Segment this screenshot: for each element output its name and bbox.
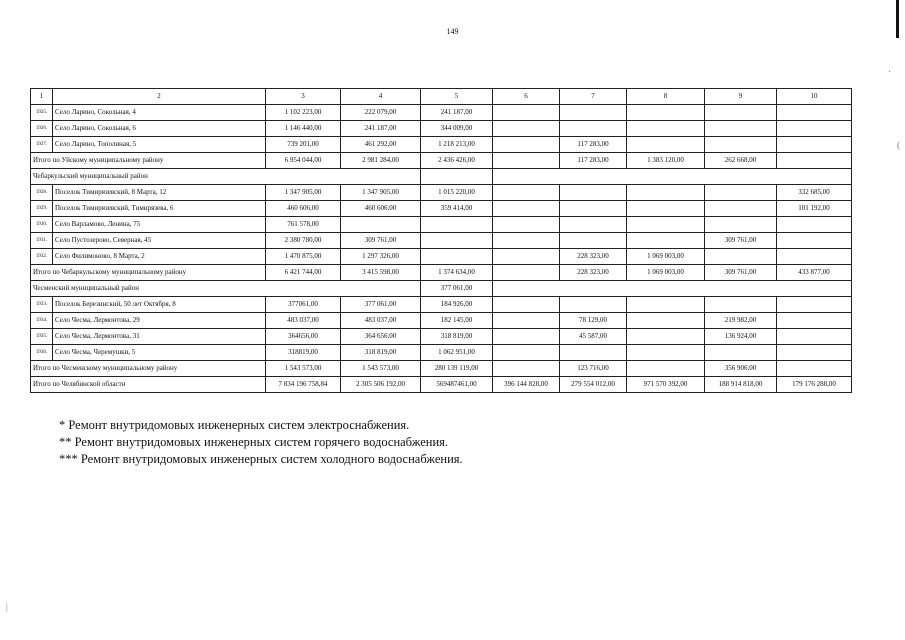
total-row	[31, 265, 852, 281]
table-row	[31, 233, 852, 249]
value-cell	[493, 345, 560, 361]
address-cell: Поселок Тимирязевский, Тимирязева, 6	[53, 201, 266, 217]
scan-edge-mark	[896, 0, 899, 38]
value-cell: 179 176 288,00	[777, 377, 852, 393]
address-cell: Село Ларино, Сокольная, 6	[53, 121, 266, 137]
value-cell	[341, 217, 421, 233]
row-number: 1926.	[31, 121, 53, 137]
value-cell	[560, 217, 627, 233]
table-row	[31, 249, 852, 265]
value-cell: 569487461,00	[421, 377, 493, 393]
section-title: Чесменский муниципальный район	[31, 281, 421, 297]
value-cell: 356 906,00	[705, 361, 777, 377]
row-number: 1928.	[31, 185, 53, 201]
value-cell	[493, 329, 560, 345]
footnote: ** Ремонт внутридомовых инженерных систем горячего водоснабжения.	[59, 435, 449, 449]
table-row	[31, 329, 852, 345]
value-cell: 3 415 598,00	[341, 265, 421, 281]
table-row	[31, 185, 852, 201]
value-cell: 1 383 120,00	[627, 153, 705, 169]
value-cell	[560, 201, 627, 217]
value-cell: 2 436 426,00	[421, 153, 493, 169]
value-cell: 136 924,00	[705, 329, 777, 345]
column-header: 7	[560, 89, 627, 105]
value-cell	[777, 249, 852, 265]
value-cell	[777, 361, 852, 377]
value-cell: 262 668,00	[705, 153, 777, 169]
row-number: 1931.	[31, 233, 53, 249]
table-row	[31, 137, 852, 153]
value-cell: 228 323,00	[560, 249, 627, 265]
value-cell	[560, 105, 627, 121]
table-row	[31, 105, 852, 121]
address-cell: Село Чесма, Черемушки, 5	[53, 345, 266, 361]
value-cell	[627, 185, 705, 201]
value-cell	[627, 329, 705, 345]
value-cell: 222 079,00	[341, 105, 421, 121]
row-number: 1932.	[31, 249, 53, 265]
value-cell	[777, 329, 852, 345]
value-cell: 318819,00	[266, 345, 341, 361]
column-header: 3	[266, 89, 341, 105]
value-cell	[705, 105, 777, 121]
value-cell: 377061,00	[266, 297, 341, 313]
column-header: 5	[421, 89, 493, 105]
value-cell	[627, 313, 705, 329]
value-cell	[493, 121, 560, 137]
value-cell: 123 716,00	[560, 361, 627, 377]
value-cell: 2 981 284,00	[341, 153, 421, 169]
value-cell	[493, 233, 560, 249]
value-cell: 460 606,00	[341, 201, 421, 217]
value-cell: 1 543 573,00	[266, 361, 341, 377]
total-row	[31, 361, 852, 377]
table-row	[31, 201, 852, 217]
value-cell	[493, 297, 560, 313]
column-header: 6	[493, 89, 560, 105]
value-cell	[627, 345, 705, 361]
value-cell: 461 292,00	[341, 137, 421, 153]
value-cell	[421, 217, 493, 233]
total-label: Итого по Чесменскому муниципальному району	[31, 361, 266, 377]
column-header: 1	[31, 89, 53, 105]
value-cell: 6 421 744,00	[266, 265, 341, 281]
value-cell: 364 656,00	[341, 329, 421, 345]
row-number: 1933.	[31, 297, 53, 313]
address-cell: Поселок Березинский, 50 лет Октября, 8	[53, 297, 266, 313]
empty-cell	[493, 281, 852, 297]
section-title: Чебаркульский муниципальный район	[31, 169, 421, 185]
value-cell: 344 009,00	[421, 121, 493, 137]
value-cell: 241 187,00	[341, 121, 421, 137]
section-row	[31, 281, 852, 297]
empty-cell	[493, 169, 852, 185]
row-number: 1935.	[31, 329, 53, 345]
value-cell: 7 834 196 758,84	[266, 377, 341, 393]
value-cell: 219 982,00	[705, 313, 777, 329]
address-cell: Село Чесма, Лермонтова, 29	[53, 313, 266, 329]
value-cell: 1 069 003,00	[627, 249, 705, 265]
value-cell	[777, 153, 852, 169]
value-cell: 483 037,00	[341, 313, 421, 329]
value-cell	[493, 201, 560, 217]
value-cell: 228 323,00	[560, 265, 627, 281]
value-cell	[777, 137, 852, 153]
value-cell: 2 380 780,00	[266, 233, 341, 249]
value-cell	[421, 169, 493, 185]
scan-artifact: ⸼	[888, 62, 891, 72]
value-cell: 1 146 440,00	[266, 121, 341, 137]
value-cell: 241 187,00	[421, 105, 493, 121]
value-cell: 761 578,00	[266, 217, 341, 233]
value-cell	[705, 185, 777, 201]
table-row	[31, 297, 852, 313]
column-header: 4	[341, 89, 421, 105]
value-cell	[421, 249, 493, 265]
value-cell	[705, 217, 777, 233]
value-cell	[777, 121, 852, 137]
value-cell: 739 201,00	[266, 137, 341, 153]
value-cell: 396 144 828,00	[493, 377, 560, 393]
value-cell: 45 587,00	[560, 329, 627, 345]
value-cell	[493, 249, 560, 265]
total-row	[31, 377, 852, 393]
value-cell: 280 139 119,00	[421, 361, 493, 377]
value-cell: 1 218 213,00	[421, 137, 493, 153]
value-cell: 182 145,00	[421, 313, 493, 329]
value-cell	[560, 297, 627, 313]
value-cell: 971 570 392,00	[627, 377, 705, 393]
value-cell: 6 954 044,00	[266, 153, 341, 169]
row-number: 1930.	[31, 217, 53, 233]
value-cell	[627, 105, 705, 121]
address-cell: Село Филимоново, 8 Марта, 2	[53, 249, 266, 265]
address-cell: Село Варламово, Ленина, 75	[53, 217, 266, 233]
value-cell	[493, 185, 560, 201]
scan-artifact: |	[6, 602, 8, 612]
row-number: 1925.	[31, 105, 53, 121]
value-cell: 1 470 875,00	[266, 249, 341, 265]
value-cell: 332 685,00	[777, 185, 852, 201]
total-label: Итого по Чебаркульскому муниципальному району	[31, 265, 266, 281]
value-cell: 188 914 818,00	[705, 377, 777, 393]
value-cell: 433 877,00	[777, 265, 852, 281]
value-cell	[560, 233, 627, 249]
section-row	[31, 169, 852, 185]
header-row	[31, 89, 852, 105]
table-row	[31, 121, 852, 137]
total-label: Итого по Уйскому муниципальному району	[31, 153, 266, 169]
address-cell: Село Ларино, Сокольная, 4	[53, 105, 266, 121]
row-number: 1936.	[31, 345, 53, 361]
table-row	[31, 345, 852, 361]
scan-artifact: (	[897, 140, 900, 150]
value-cell: 184 926,00	[421, 297, 493, 313]
value-cell	[777, 233, 852, 249]
value-cell: 1 297 326,00	[341, 249, 421, 265]
footnote: *** Ремонт внутридомовых инженерных систем холодного водоснабжения.	[59, 452, 463, 466]
value-cell	[421, 233, 493, 249]
value-cell	[493, 265, 560, 281]
value-cell	[560, 121, 627, 137]
column-header: 10	[777, 89, 852, 105]
value-cell	[705, 297, 777, 313]
value-cell	[777, 217, 852, 233]
value-cell: 1 102 223,00	[266, 105, 341, 121]
value-cell: 309 761,00	[341, 233, 421, 249]
value-cell	[493, 153, 560, 169]
address-cell: Поселок Тимирязевский, 8 Марта, 12	[53, 185, 266, 201]
table-row	[31, 217, 852, 233]
value-cell: 460 606,00	[266, 201, 341, 217]
value-cell: 117 283,00	[560, 137, 627, 153]
value-cell: 377 061,00	[341, 297, 421, 313]
value-cell	[627, 217, 705, 233]
value-cell	[493, 361, 560, 377]
address-cell: Село Пустозерово, Северная, 45	[53, 233, 266, 249]
value-cell: 117 283,00	[560, 153, 627, 169]
value-cell: 1 015 220,00	[421, 185, 493, 201]
value-cell: 359 414,00	[421, 201, 493, 217]
value-cell	[493, 217, 560, 233]
value-cell: 101 192,00	[777, 201, 852, 217]
value-cell: 1 543 573,00	[341, 361, 421, 377]
table-body	[31, 89, 852, 393]
value-cell	[627, 201, 705, 217]
value-cell: 279 554 012,00	[560, 377, 627, 393]
address-cell: Село Ларино, Тополиная, 5	[53, 137, 266, 153]
value-cell: 377 061,00	[421, 281, 493, 297]
address-cell: Село Чесма, Лермонтова, 31	[53, 329, 266, 345]
value-cell	[777, 313, 852, 329]
value-cell	[627, 361, 705, 377]
value-cell: 2 305 506 192,00	[341, 377, 421, 393]
value-cell: 78 129,00	[560, 313, 627, 329]
value-cell: 318 819,00	[421, 329, 493, 345]
value-cell: 1 069 003,00	[627, 265, 705, 281]
value-cell	[705, 121, 777, 137]
value-cell: 1 347 905,00	[266, 185, 341, 201]
footnote: * Ремонт внутридомовых инженерных систем электроснабжения.	[59, 418, 410, 432]
value-cell	[627, 233, 705, 249]
value-cell	[705, 345, 777, 361]
value-cell: 1 347 905,00	[341, 185, 421, 201]
row-number: 1934.	[31, 313, 53, 329]
value-cell: 318 819,00	[341, 345, 421, 361]
value-cell	[493, 313, 560, 329]
footnotes	[59, 417, 463, 468]
value-cell: 309 761,00	[705, 233, 777, 249]
value-cell	[627, 297, 705, 313]
value-cell: 1 374 634,00	[421, 265, 493, 281]
value-cell	[627, 137, 705, 153]
value-cell	[560, 345, 627, 361]
page-number: 149	[446, 27, 459, 36]
row-number: 1929.	[31, 201, 53, 217]
column-header: 8	[627, 89, 705, 105]
value-cell	[493, 137, 560, 153]
data-table	[30, 88, 852, 393]
table-row	[31, 313, 852, 329]
row-number: 1927.	[31, 137, 53, 153]
value-cell	[705, 137, 777, 153]
value-cell	[777, 105, 852, 121]
total-row	[31, 153, 852, 169]
column-header: 9	[705, 89, 777, 105]
value-cell: 309 761,00	[705, 265, 777, 281]
value-cell: 483 037,00	[266, 313, 341, 329]
value-cell	[777, 297, 852, 313]
value-cell	[560, 185, 627, 201]
value-cell	[493, 105, 560, 121]
value-cell	[627, 121, 705, 137]
value-cell: 1 062 951,00	[421, 345, 493, 361]
value-cell: 364656,00	[266, 329, 341, 345]
column-header: 2	[53, 89, 266, 105]
value-cell	[705, 201, 777, 217]
value-cell	[705, 249, 777, 265]
total-label: Итого по Челябинской области	[31, 377, 266, 393]
value-cell	[777, 345, 852, 361]
